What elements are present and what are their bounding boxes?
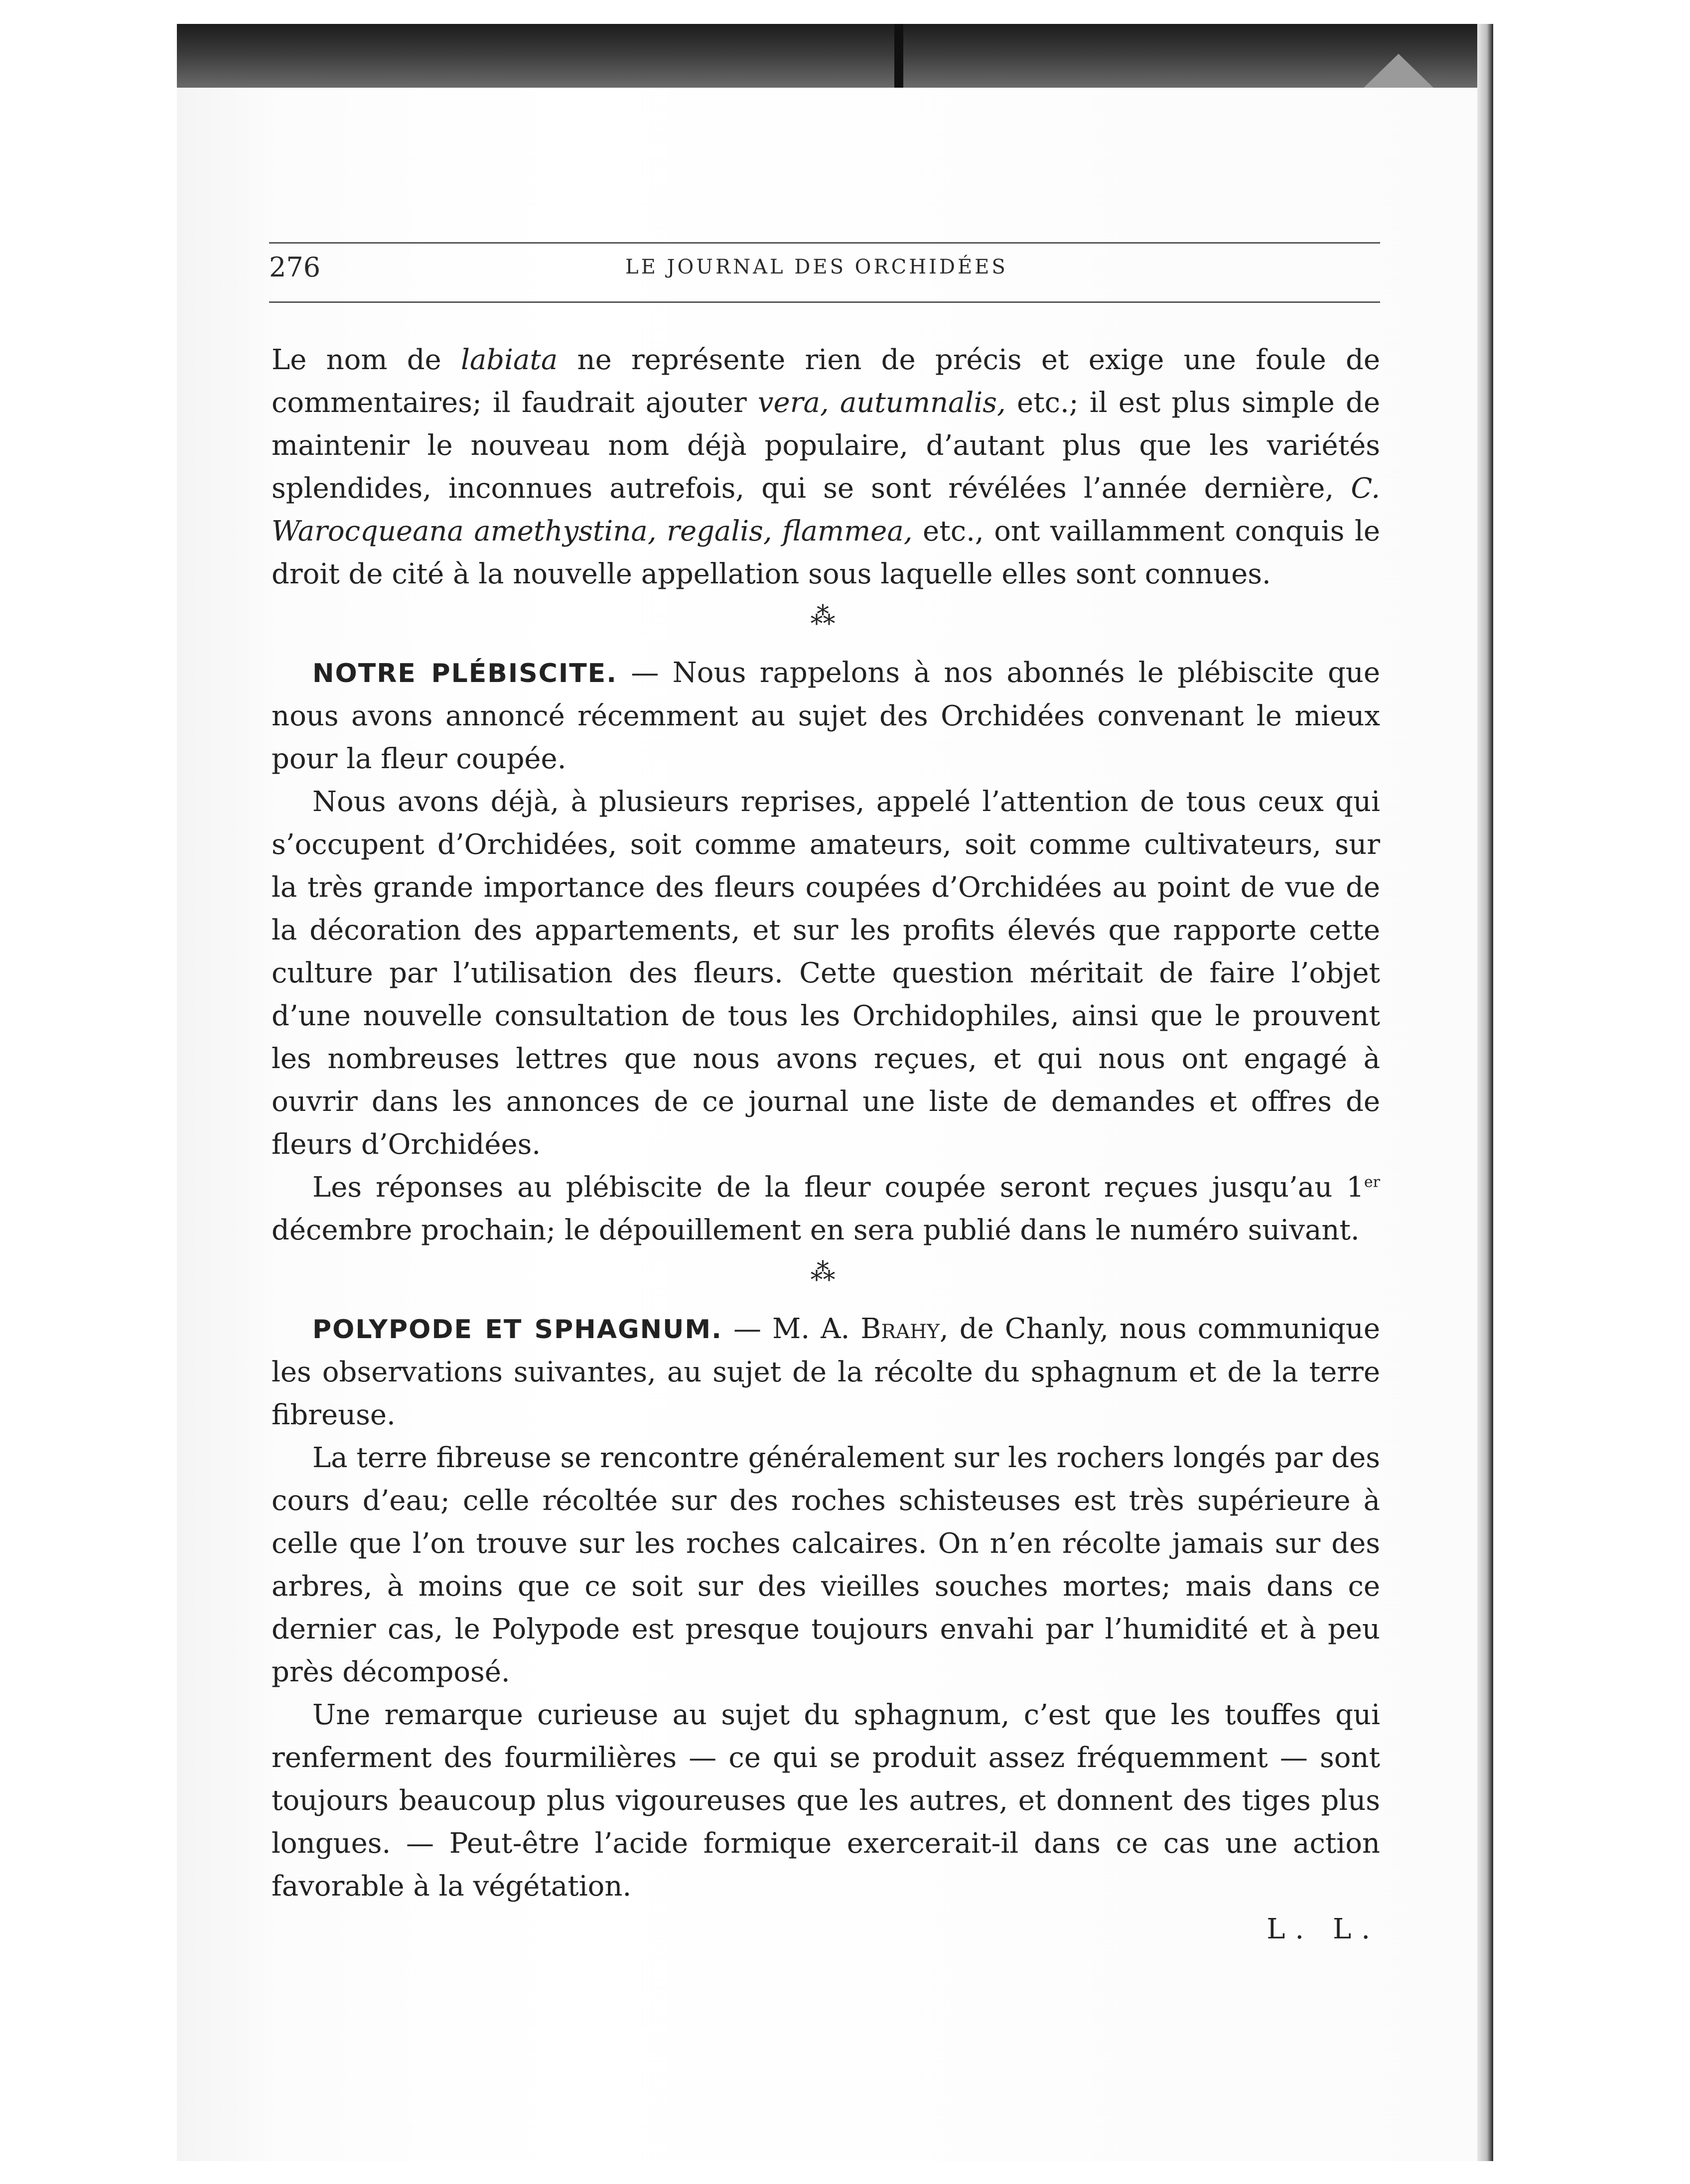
section-title-polypode: POLYPODE ET SPHAGNUM. [312,1315,722,1345]
italic-labiata: labiata [460,344,558,376]
page-number: 276 [269,252,321,283]
header-rule-top [269,242,1380,244]
signature: L. L. [1267,1913,1380,1945]
page-fold-corner [1364,54,1433,88]
page-header [269,252,1380,291]
book-edge-divider [894,24,903,88]
book-spine-edge [1477,24,1493,2161]
article-body [272,339,1380,1951]
paragraph-plebiscite-deadline: Les réponses au plébiscite de la fleur coupée seront reçues jusqu’au 1er décembre prochain; le dépouillement en sera publié dans le numéro suivant. [272,1171,1380,1246]
paragraph-terre-fibreuse: La terre fibreuse se rencontre généralement sur les rochers longés par des cours d’eau; celle récoltée sur des roches schisteuses est très supérieure à celle que l’on trouve sur les roches calcaires. On n’en récolte jamais sur des arbres, à moins que ce soit sur des vieilles souches mortes; mais dans ce dernier cas, le Polypode est presque toujours envahi par l’humidité et à peu près décomposé. [272,1442,1380,1688]
section-title-plebiscite: NOTRE PLÉBISCITE. [312,659,617,688]
italic-vera: vera, autumnalis, [757,387,1006,419]
asterism-divider: ⁂ [810,601,842,630]
book-edge-shadow [177,24,1493,88]
italic-warocqueana: C. Warocqueana amethystina, regalis, flammea, [272,472,1380,547]
paragraph-polypode-intro: POLYPODE ET SPHAGNUM. — M. A. Brahy, de Chanly, nous communique les observations suivantes, au sujet de la récolte du sphagnum et de la terre fibreuse. [272,1313,1381,1431]
paragraph-plebiscite-body: Nous avons déjà, à plusieurs reprises, appelé l’attention de tous ceux qui s’occupent d’Orchidées, soit comme amateurs, soit comme cultivateurs, sur la très grande importance des fleurs coupées d’Orchidées au point de vue de la décoration des appartements, et sur les profits élevés que rapporte cette culture par l’utilisation des fleurs. Cette question méritait de faire l’objet d’une nouvelle consultation de tous les Orchidophiles, ainsi que le prouvent les nombreuses lettres que nous avons reçues, et qui nous ont engagé à ouvrir dans les annonces de ce journal une liste de demandes et offres de fleurs d’Orchidées. [272,786,1380,1161]
running-title: LE JOURNAL DES ORCHIDÉES [625,256,1008,278]
author-name: Brahy [860,1313,940,1345]
paragraph-plebiscite-intro: NOTRE PLÉBISCITE. — Nous rappelons à nos abonnés le plébiscite que nous avons annoncé récemment au sujet des Orchidées convenant le mieux pour la fleur coupée. [272,657,1380,775]
header-rule-bottom [269,301,1380,303]
paragraph-labiata: Le nom de labiata ne représente rien de précis et exige une foule de commentaires; il faudrait ajouter vera, autumnalis, etc.; il est plus simple de maintenir le nouveau nom déjà populaire, d’autant plus que les variétés splendides, inconnues autrefois, qui se sont révélées l’année dernière, C. Warocqueana amethystina, regalis, flammea, etc., ont vaillamment conquis le droit de cité à la nouvelle appellation sous laquelle elles sont connues. [272,344,1380,590]
paragraph-sphagnum: Une remarque curieuse au sujet du sphagnum, c’est que les touffes qui renferment des fourmilières — ce qui se produit assez fréquemment — sont toujours beaucoup plus vigoureuses que les autres, et donnent des tiges plus longues. — Peut-être l’acide formique exercerait-il dans ce cas une action favorable à la végétation. [272,1699,1380,1903]
asterism-divider: ⁂ [810,1257,842,1286]
